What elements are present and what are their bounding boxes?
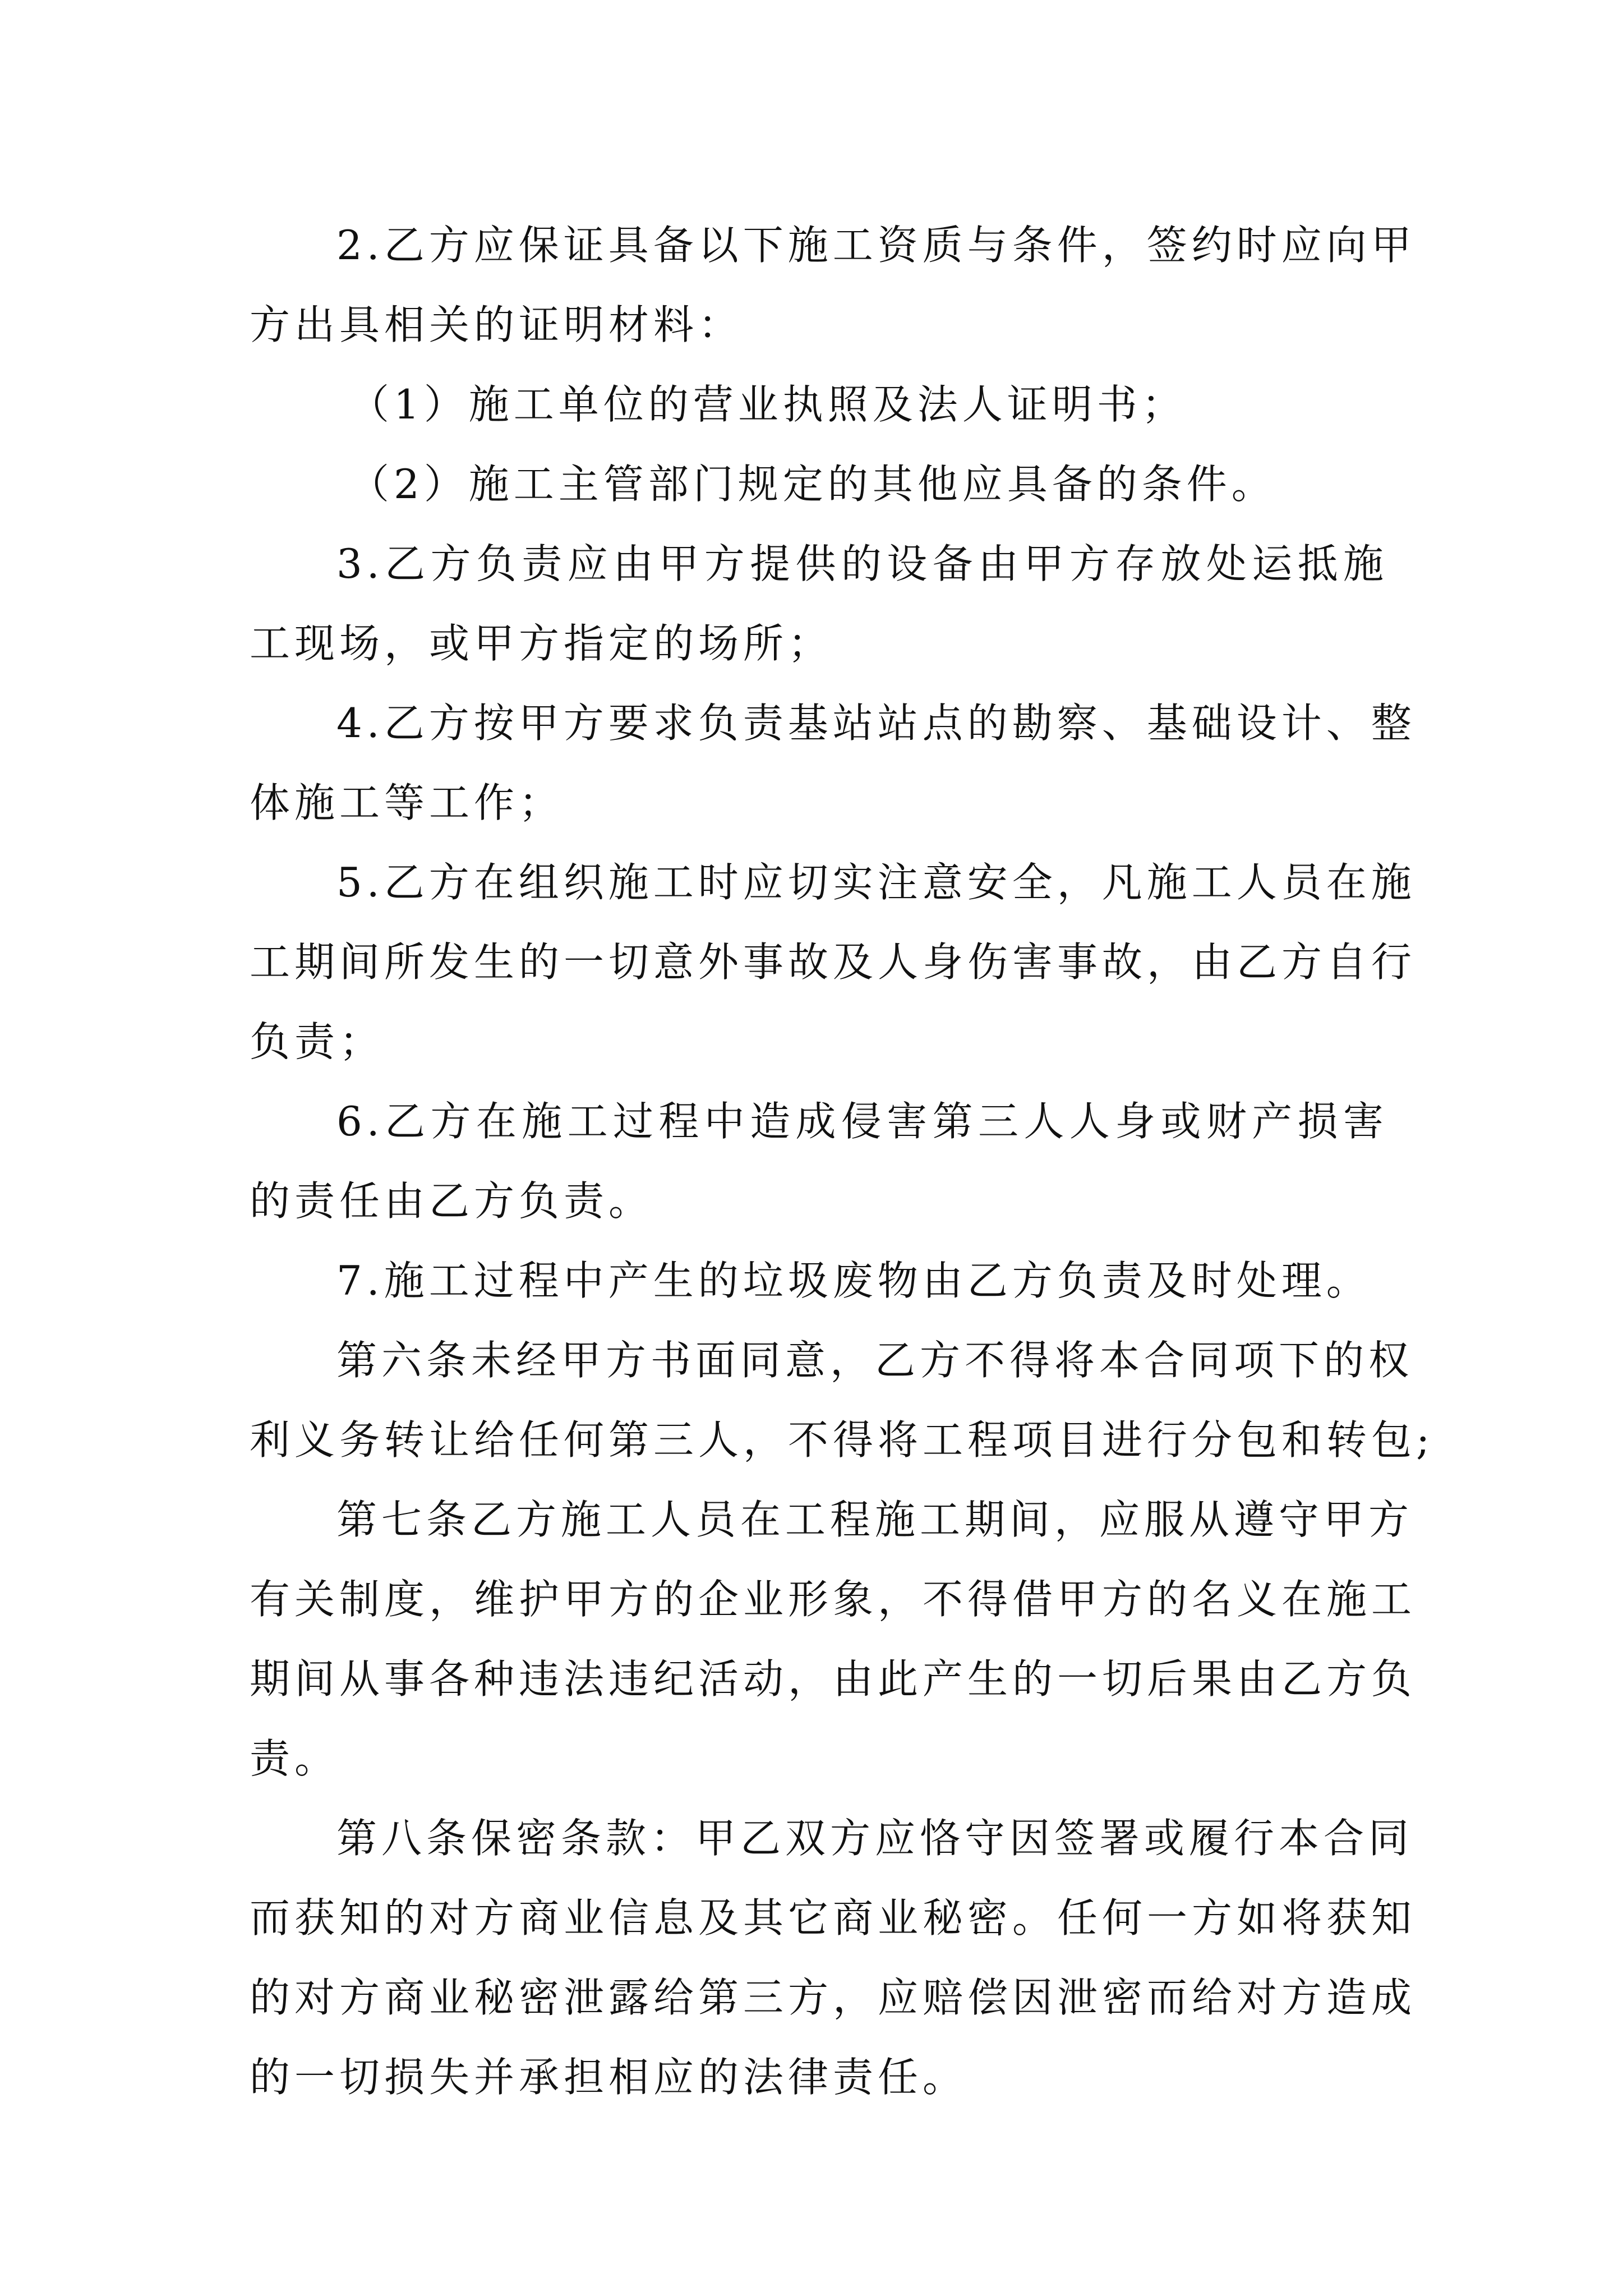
text-line: 6.乙方在施工过程中造成侵害第三人人身或财产损害 xyxy=(336,1098,1388,1145)
text-line: （1）施工单位的营业执照及法人证明书； xyxy=(349,381,1187,428)
text-line: 体施工等工作； xyxy=(250,779,564,826)
text-line: 利义务转让给任何第三人，不得将工程项目进行分包和转包; xyxy=(250,1416,1435,1464)
text-line: 4.乙方按甲方要求负责基站站点的勘察、基础设计、整 xyxy=(336,700,1416,747)
text-line: 有关制度，维护甲方的企业形象，不得借甲方的名义在施工 xyxy=(250,1576,1417,1623)
text-line: 第七条乙方施工人员在工程施工期间，应服从遵守甲方 xyxy=(336,1496,1414,1543)
text-line: 期间从事各种违法违纪活动，由此产生的一切后果由乙方负 xyxy=(250,1655,1417,1703)
text-line: （2）施工主管部门规定的其他应具备的条件。 xyxy=(349,461,1276,508)
text-line: 的责任由乙方负责。 xyxy=(250,1177,654,1225)
text-line: 负责； xyxy=(250,1018,385,1065)
text-line: 第六条未经甲方书面同意，乙方不得将本合同项下的权 xyxy=(336,1337,1414,1384)
text-line: 5.乙方在组织施工时应切实注意安全，凡施工人员在施 xyxy=(336,859,1416,906)
text-line: 2.乙方应保证具备以下施工资质与条件，签约时应向甲 xyxy=(336,222,1416,269)
text-line: 的一切损失并承担相应的法律责任。 xyxy=(250,2054,968,2101)
text-line: 而获知的对方商业信息及其它商业秘密。任何一方如将获知 xyxy=(250,1894,1417,1941)
text-line: 工现场，或甲方指定的场所； xyxy=(250,620,833,667)
text-line: 3.乙方负责应由甲方提供的设备由甲方存放处运抵施 xyxy=(336,540,1388,587)
text-line: 工期间所发生的一切意外事故及人身伤害事故，由乙方自行 xyxy=(250,938,1417,986)
text-line: 责。 xyxy=(250,1735,340,1782)
text-line: 第八条保密条款：甲乙双方应恪守因签署或履行本合同 xyxy=(336,1815,1414,1862)
text-line: 方出具相关的证明材料： xyxy=(250,301,744,348)
text-line: 7.施工过程中产生的垃圾废物由乙方负责及时处理。 xyxy=(336,1257,1371,1304)
text-line: 的对方商业秘密泄露给第三方，应赔偿因泄密而给对方造成 xyxy=(250,1974,1417,2021)
